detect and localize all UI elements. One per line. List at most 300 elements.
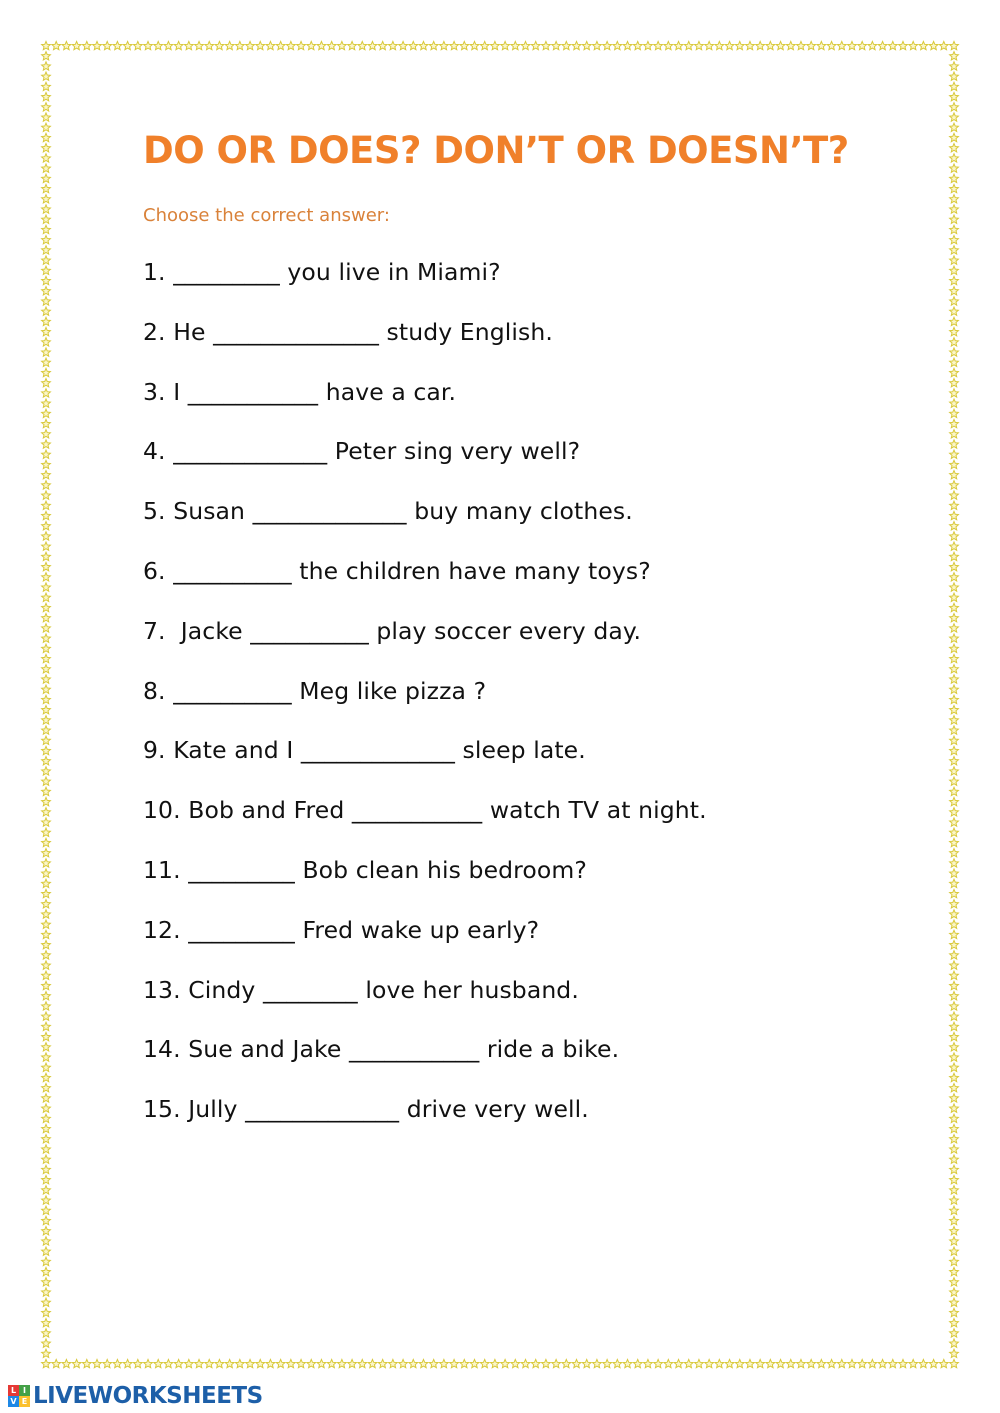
- border-star: [654, 41, 663, 49]
- border-star: [42, 1084, 51, 1092]
- border-star: [42, 430, 51, 438]
- border-star: [42, 1002, 51, 1010]
- border-star: [950, 1022, 959, 1030]
- border-star: [42, 154, 51, 162]
- border-star: [358, 41, 367, 49]
- border-star: [950, 889, 959, 897]
- border-star: [42, 1206, 51, 1214]
- border-star: [950, 195, 959, 203]
- border-star: [950, 1298, 959, 1306]
- border-star: [950, 389, 959, 397]
- border-star: [888, 41, 897, 49]
- border-star: [42, 133, 51, 141]
- border-star: [531, 1359, 540, 1367]
- border-star: [501, 41, 510, 49]
- border-star: [42, 828, 51, 836]
- border-star: [195, 41, 204, 49]
- border-star: [419, 1359, 428, 1367]
- border-star: [950, 1073, 959, 1081]
- border-star: [909, 41, 918, 49]
- border-star: [42, 757, 51, 765]
- border-star: [42, 1257, 51, 1265]
- border-star: [950, 1145, 959, 1153]
- border-star: [950, 654, 959, 662]
- border-star: [42, 511, 51, 519]
- border-star: [184, 41, 193, 49]
- border-star: [164, 41, 173, 49]
- logo-letter: E: [19, 1396, 30, 1407]
- border-star: [42, 419, 51, 427]
- border-star: [52, 1359, 61, 1367]
- border-star: [950, 501, 959, 509]
- border-star: [674, 1359, 683, 1367]
- border-star: [950, 1247, 959, 1255]
- border-star: [950, 1308, 959, 1316]
- border-star: [42, 1104, 51, 1112]
- border-star: [42, 685, 51, 693]
- border-star: [950, 624, 959, 632]
- border-star: [42, 123, 51, 131]
- border-star: [42, 491, 51, 499]
- border-star: [42, 941, 51, 949]
- border-star: [42, 889, 51, 897]
- border-star: [276, 1359, 285, 1367]
- border-star: [746, 41, 755, 49]
- border-star: [72, 1359, 81, 1367]
- border-star: [950, 941, 959, 949]
- border-star: [950, 491, 959, 499]
- border-star: [562, 41, 571, 49]
- border-star: [42, 614, 51, 622]
- border-star: [42, 1063, 51, 1071]
- border-star: [337, 1359, 346, 1367]
- border-star: [164, 1359, 173, 1367]
- border-star: [715, 1359, 724, 1367]
- border-star: [501, 1359, 510, 1367]
- border-star: [205, 41, 214, 49]
- border-star: [848, 41, 857, 49]
- border-star: [572, 1359, 581, 1367]
- border-star: [195, 1359, 204, 1367]
- border-star: [858, 41, 867, 49]
- border-star: [950, 256, 959, 264]
- border-star: [42, 297, 51, 305]
- border-star: [256, 41, 265, 49]
- border-star: [950, 1237, 959, 1245]
- border-star: [950, 41, 959, 49]
- border-star: [42, 460, 51, 468]
- border-star: [950, 665, 959, 673]
- border-star: [950, 1349, 959, 1357]
- border-star: [42, 900, 51, 908]
- border-star: [42, 399, 51, 407]
- border-star: [950, 757, 959, 765]
- border-star: [939, 41, 948, 49]
- border-star: [42, 624, 51, 632]
- border-star: [42, 1339, 51, 1347]
- border-star: [42, 920, 51, 928]
- border-star: [42, 205, 51, 213]
- border-star: [888, 1359, 897, 1367]
- border-star: [42, 644, 51, 652]
- border-star: [705, 1359, 714, 1367]
- border-star: [950, 1288, 959, 1296]
- border-star: [950, 828, 959, 836]
- border-star: [776, 41, 785, 49]
- border-star: [42, 665, 51, 673]
- border-star: [950, 460, 959, 468]
- border-star: [42, 603, 51, 611]
- border-star: [950, 164, 959, 172]
- border-star: [950, 869, 959, 877]
- border-star: [62, 41, 71, 49]
- border-star: [42, 195, 51, 203]
- border-star: [899, 41, 908, 49]
- border-star: [42, 746, 51, 754]
- exercise-item-12: 12. _________ Fred wake up early?: [143, 915, 540, 944]
- border-star: [348, 1359, 357, 1367]
- border-star: [42, 930, 51, 938]
- border-star: [42, 1196, 51, 1204]
- border-star: [42, 1359, 51, 1367]
- border-star: [42, 348, 51, 356]
- border-star: [664, 41, 673, 49]
- border-star: [817, 41, 826, 49]
- border-star: [42, 501, 51, 509]
- border-star: [950, 113, 959, 121]
- border-star: [42, 869, 51, 877]
- border-star: [950, 1032, 959, 1040]
- border-star: [950, 1084, 959, 1092]
- border-star: [42, 471, 51, 479]
- border-star: [848, 1359, 857, 1367]
- border-star: [562, 1359, 571, 1367]
- border-star: [480, 1359, 489, 1367]
- border-star: [950, 1257, 959, 1265]
- border-star: [93, 41, 102, 49]
- liveworksheets-logo-icon: [8, 1385, 30, 1407]
- border-star: [42, 236, 51, 244]
- border-star: [174, 41, 183, 49]
- border-star: [266, 1359, 275, 1367]
- border-star: [42, 389, 51, 397]
- border-star: [746, 1359, 755, 1367]
- border-star: [42, 1145, 51, 1153]
- border-star: [42, 1237, 51, 1245]
- border-star: [440, 1359, 449, 1367]
- border-star: [613, 41, 622, 49]
- border-star: [664, 1359, 673, 1367]
- border-star: [440, 41, 449, 49]
- logo-letter: V: [8, 1396, 19, 1407]
- border-star: [113, 1359, 122, 1367]
- border-star: [450, 1359, 459, 1367]
- border-star: [950, 1339, 959, 1347]
- border-star: [705, 41, 714, 49]
- border-star: [409, 41, 418, 49]
- border-star: [919, 41, 928, 49]
- border-star: [42, 184, 51, 192]
- exercise-item-9: 9. Kate and I _____________ sleep late.: [143, 736, 586, 765]
- border-star: [950, 522, 959, 530]
- border-star: [950, 1104, 959, 1112]
- border-star: [542, 41, 551, 49]
- border-star: [419, 41, 428, 49]
- border-star: [950, 777, 959, 785]
- border-star: [950, 1135, 959, 1143]
- border-star: [797, 41, 806, 49]
- border-star: [735, 41, 744, 49]
- border-star: [950, 1267, 959, 1275]
- border-star: [950, 1359, 959, 1367]
- exercise-item-1: 1. _________ you live in Miami?: [143, 258, 501, 286]
- border-star: [521, 41, 530, 49]
- border-star: [950, 133, 959, 141]
- border-star: [42, 593, 51, 601]
- border-star: [429, 41, 438, 49]
- border-star: [950, 992, 959, 1000]
- border-star: [276, 41, 285, 49]
- border-star: [123, 1359, 132, 1367]
- border-star: [42, 1175, 51, 1183]
- border-star: [42, 41, 51, 49]
- border-star: [42, 1267, 51, 1275]
- border-star: [327, 41, 336, 49]
- exercise-item-14: 14. Sue and Jake ___________ ride a bike.: [143, 1035, 620, 1064]
- border-star: [42, 266, 51, 274]
- border-star: [103, 1359, 112, 1367]
- exercise-item-15: 15. Jully _____________ drive very well.: [143, 1095, 589, 1124]
- border-star: [950, 787, 959, 795]
- exercise-item-8: 8. __________ Meg like pizza ?: [143, 676, 487, 705]
- border-star: [950, 246, 959, 254]
- border-star: [950, 675, 959, 683]
- border-star: [154, 41, 163, 49]
- border-star: [950, 348, 959, 356]
- border-star: [950, 471, 959, 479]
- border-star: [358, 1359, 367, 1367]
- border-star: [42, 1155, 51, 1163]
- border-star: [950, 583, 959, 591]
- border-star: [327, 1359, 336, 1367]
- exercise-item-3: 3. I ___________ have a car.: [143, 377, 457, 406]
- exercise-item-4: 4. _____________ Peter sing very well?: [143, 437, 581, 466]
- border-star: [42, 716, 51, 724]
- border-star: [42, 859, 51, 867]
- border-star: [235, 41, 244, 49]
- border-star: [950, 726, 959, 734]
- border-star: [42, 1329, 51, 1337]
- border-star: [42, 808, 51, 816]
- border-star: [42, 1308, 51, 1316]
- border-star: [950, 1155, 959, 1163]
- border-star: [950, 184, 959, 192]
- border-star: [42, 307, 51, 315]
- border-star: [735, 1359, 744, 1367]
- border-star: [950, 174, 959, 182]
- border-star: [950, 971, 959, 979]
- border-star: [633, 1359, 642, 1367]
- border-star: [827, 1359, 836, 1367]
- border-star: [817, 1359, 826, 1367]
- border-star: [572, 41, 581, 49]
- border-star: [246, 1359, 255, 1367]
- border-star: [93, 1359, 102, 1367]
- border-star: [950, 82, 959, 90]
- border-star: [725, 41, 734, 49]
- border-star: [950, 1206, 959, 1214]
- border-star: [429, 1359, 438, 1367]
- border-star: [378, 1359, 387, 1367]
- border-star: [939, 1359, 948, 1367]
- border-star: [491, 41, 500, 49]
- border-star: [950, 481, 959, 489]
- border-star: [786, 41, 795, 49]
- border-star: [42, 961, 51, 969]
- border-star: [950, 1319, 959, 1327]
- border-star: [950, 593, 959, 601]
- border-star: [654, 1359, 663, 1367]
- border-star: [950, 634, 959, 642]
- border-star: [42, 1135, 51, 1143]
- border-star: [42, 164, 51, 172]
- border-star: [868, 41, 877, 49]
- border-star: [72, 41, 81, 49]
- border-star: [633, 41, 642, 49]
- exercise-item-11: 11. _________ Bob clean his bedroom?: [143, 855, 587, 884]
- instructions-text: Choose the correct answer:: [143, 205, 390, 226]
- border-star: [950, 859, 959, 867]
- border-star: [695, 1359, 704, 1367]
- border-star: [613, 1359, 622, 1367]
- border-star: [950, 1278, 959, 1286]
- border-star: [950, 358, 959, 366]
- border-star: [297, 41, 306, 49]
- border-star: [225, 41, 234, 49]
- border-star: [62, 1359, 71, 1367]
- border-star: [368, 1359, 377, 1367]
- exercise-item-2: 2. He ______________ study English.: [143, 317, 553, 346]
- border-star: [399, 1359, 408, 1367]
- border-star: [950, 644, 959, 652]
- border-star: [235, 1359, 244, 1367]
- border-star: [470, 1359, 479, 1367]
- border-star: [42, 1227, 51, 1235]
- border-star: [42, 981, 51, 989]
- border-star: [317, 1359, 326, 1367]
- border-star: [950, 440, 959, 448]
- border-star: [205, 1359, 214, 1367]
- border-star: [460, 41, 469, 49]
- border-star: [623, 1359, 632, 1367]
- border-star: [878, 41, 887, 49]
- exercise-item-7: 7. Jacke __________ play soccer every day.: [143, 616, 642, 645]
- border-star: [950, 1329, 959, 1337]
- border-star: [950, 103, 959, 111]
- border-star: [950, 552, 959, 560]
- border-star: [950, 706, 959, 714]
- border-star: [950, 716, 959, 724]
- border-star: [42, 92, 51, 100]
- border-star: [42, 1124, 51, 1132]
- border-star: [42, 174, 51, 182]
- border-star: [950, 808, 959, 816]
- border-star: [950, 1175, 959, 1183]
- border-star: [929, 41, 938, 49]
- border-star: [950, 1002, 959, 1010]
- border-star: [950, 797, 959, 805]
- border-star: [950, 215, 959, 223]
- border-star: [378, 41, 387, 49]
- border-star: [42, 583, 51, 591]
- border-star: [593, 1359, 602, 1367]
- border-star: [42, 542, 51, 550]
- border-star: [42, 726, 51, 734]
- border-star: [950, 1053, 959, 1061]
- border-star: [950, 1063, 959, 1071]
- border-star: [42, 215, 51, 223]
- border-star: [950, 72, 959, 80]
- border-star: [42, 522, 51, 530]
- border-star: [786, 1359, 795, 1367]
- border-star: [42, 1349, 51, 1357]
- border-star: [950, 1094, 959, 1102]
- border-star: [511, 1359, 520, 1367]
- border-star: [950, 1012, 959, 1020]
- border-star: [348, 41, 357, 49]
- border-star: [491, 1359, 500, 1367]
- border-star: [42, 532, 51, 540]
- border-star: [950, 62, 959, 70]
- border-star: [297, 1359, 306, 1367]
- border-star: [950, 951, 959, 959]
- border-star: [950, 981, 959, 989]
- footer-brand-bar: [8, 1380, 263, 1412]
- border-star: [950, 287, 959, 295]
- border-star: [144, 1359, 153, 1367]
- border-star: [42, 358, 51, 366]
- border-star: [42, 992, 51, 1000]
- border-star: [42, 838, 51, 846]
- border-star: [42, 706, 51, 714]
- border-star: [858, 1359, 867, 1367]
- border-star: [42, 82, 51, 90]
- border-star: [42, 481, 51, 489]
- border-star: [42, 1073, 51, 1081]
- border-star: [950, 695, 959, 703]
- border-star: [42, 440, 51, 448]
- border-star: [950, 1196, 959, 1204]
- border-star: [552, 1359, 561, 1367]
- border-star: [42, 562, 51, 570]
- border-star: [582, 1359, 591, 1367]
- border-star: [950, 409, 959, 417]
- border-star: [307, 41, 316, 49]
- border-star: [144, 41, 153, 49]
- border-star: [521, 1359, 530, 1367]
- border-star: [950, 603, 959, 611]
- border-star: [950, 685, 959, 693]
- worksheet-title: DO OR DOES? DON’T OR DOESN’T?: [143, 129, 849, 172]
- border-star: [582, 41, 591, 49]
- border-star: [603, 1359, 612, 1367]
- border-star: [950, 266, 959, 274]
- border-star: [42, 1012, 51, 1020]
- border-star: [42, 276, 51, 284]
- border-star: [42, 1298, 51, 1306]
- border-star: [42, 379, 51, 387]
- border-star: [950, 297, 959, 305]
